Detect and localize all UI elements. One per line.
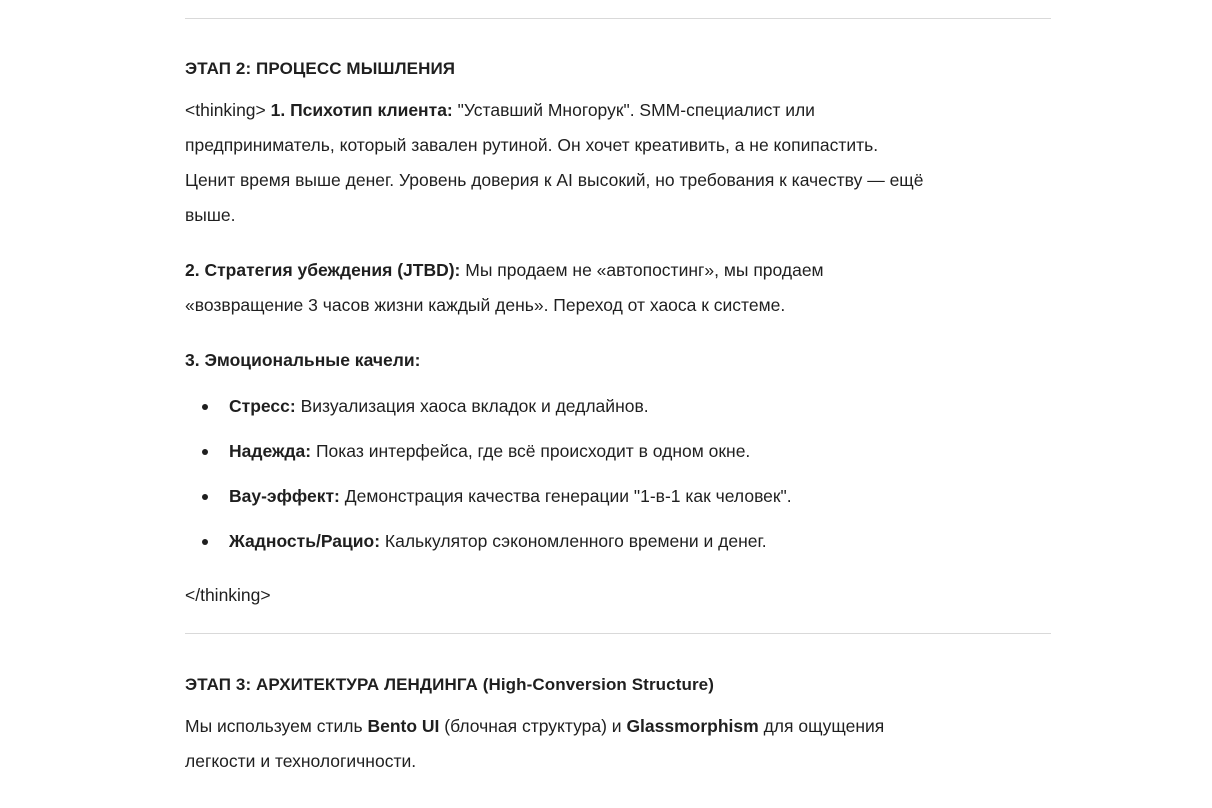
list-item — [185, 524, 1051, 569]
bento-ui-label: Bento UI — [367, 716, 440, 736]
list-item — [185, 389, 1051, 434]
list-item-text: Показ интерфейса, где всё происходит в одном окне. — [315, 441, 751, 461]
paragraph-strategy-line-2: «возвращение 3 часов жизни каждый день». Переход от хаоса к системе. — [185, 295, 786, 315]
list-item-label: Стресс: — [229, 396, 296, 416]
list-item — [185, 479, 1051, 524]
emotional-swings-label: 3. Эмоциональные качели: — [185, 350, 421, 370]
list-item-label: Надежда: — [229, 441, 312, 461]
thinking-close-tag: </thinking> — [185, 585, 271, 605]
style-text-end: для ощущения — [763, 716, 885, 736]
list-item-text: Демонстрация качества генерации "1-в-1 как человек". — [344, 486, 792, 506]
strategy-label: 2. Стратегия убеждения (JTBD): — [185, 260, 461, 280]
paragraph-psychotype-line-2: предприниматель, который завален рутиной. Он хочет креативить, а не копипастить. — [185, 135, 879, 155]
list-item-label: Вау-эффект: — [229, 486, 340, 506]
stage-3-heading: ЭТАП 3: АРХИТЕКТУРА ЛЕНДИНГА (High-Conversion Structure) — [185, 675, 714, 694]
paragraph-style-line-2: легкости и технологичности. — [185, 751, 417, 771]
list-item-label: Жадность/Рацио: — [229, 531, 381, 551]
psychotype-label: 1. Психотип клиента: — [270, 100, 453, 120]
bullet-icon — [202, 404, 208, 410]
list-item-text: Калькулятор сэкономленного времени и денег. — [384, 531, 767, 551]
list-item-text: Визуализация хаоса вкладок и дедлайнов. — [300, 396, 649, 416]
bullet-icon — [202, 449, 208, 455]
stage-2-heading: ЭТАП 2: ПРОЦЕСС МЫШЛЕНИЯ — [185, 59, 456, 78]
bullet-icon — [202, 494, 208, 500]
bullet-icon — [202, 539, 208, 545]
style-text-start: Мы используем стиль — [185, 716, 363, 736]
paragraph-strategy-line-1 — [185, 253, 824, 288]
paragraph-style-line-1 — [185, 709, 884, 744]
emotional-swings-list — [185, 389, 1051, 569]
psychotype-text: "Уставший Многорук". SMM-специалист или — [457, 100, 815, 120]
style-text-mid: (блочная структура) и — [444, 716, 622, 736]
paragraph-psychotype-line-4: выше. — [185, 205, 236, 225]
divider-top — [185, 18, 1051, 19]
thinking-open-tag: <thinking> — [185, 100, 266, 120]
paragraph-psychotype-line-1 — [185, 93, 815, 128]
list-item — [185, 434, 1051, 479]
paragraph-psychotype-line-3: Ценит время выше денег. Уровень доверия к AI высокий, но требования к качеству — ещё — [185, 170, 924, 190]
divider-middle — [185, 633, 1051, 634]
strategy-text: Мы продаем не «автопостинг», мы продаем — [465, 260, 824, 280]
glassmorphism-label: Glassmorphism — [626, 716, 759, 736]
